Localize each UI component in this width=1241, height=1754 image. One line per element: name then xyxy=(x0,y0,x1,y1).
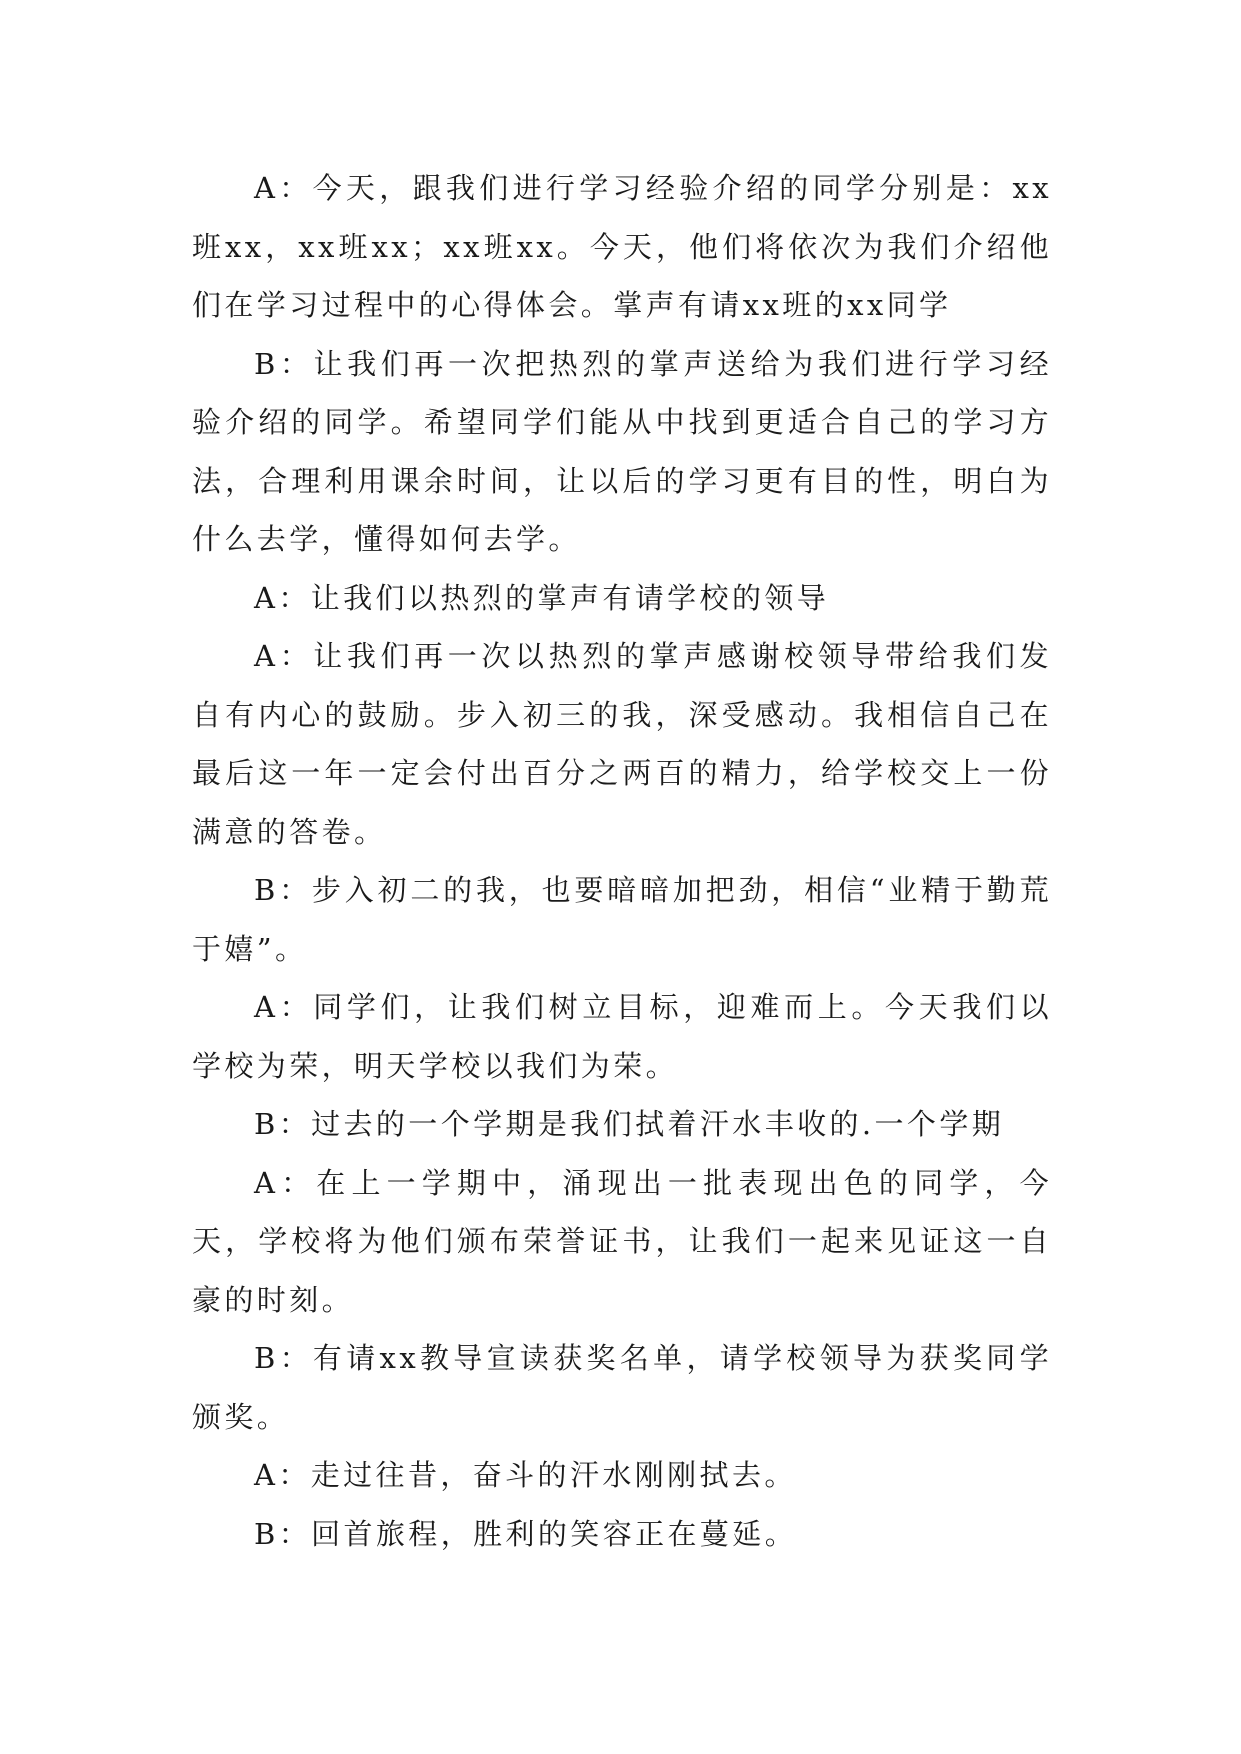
paragraph: B：回首旅程，胜利的笑容正在蔓延。 xyxy=(254,1516,798,1551)
paragraph: B：步入初二的我，也要暗暗加把劲，相信“业精于勤荒于嬉”。 xyxy=(192,873,1052,966)
document-body xyxy=(192,159,1052,1563)
paragraph: A：让我们以热烈的掌声有请学校的领导 xyxy=(254,580,830,615)
paragraph: A：在上一学期中，涌现出一批表现出色的同学，今天，学校将为他们颁布荣誉证书，让我们一起来见证这一自豪的时刻。 xyxy=(192,1165,1052,1317)
paragraph: A：今天，跟我们进行学习经验介绍的同学分别是：xx班xx，xx班xx；xx班xx。今天，他们将依次为我们介绍他们在学习过程中的心得体会。掌声有请xx班的xx同学 xyxy=(192,171,1052,322)
paragraph: A：让我们再一次以热烈的掌声感谢校领导带给我们发自有内心的鼓励。步入初三的我，深受感动。我相信自己在最后这一年一定会付出百分之两百的精力，给学校交上一份满意的答卷。 xyxy=(192,639,1052,849)
paragraph: B：有请xx教导宣读获奖名单，请学校领导为获奖同学颁奖。 xyxy=(192,1341,1052,1434)
paragraph: A：同学们，让我们树立目标，迎难而上。今天我们以学校为荣，明天学校以我们为荣。 xyxy=(192,990,1052,1083)
paragraph: B：过去的一个学期是我们拭着汗水丰收的.一个学期 xyxy=(254,1107,1005,1141)
paragraph: A：走过往昔，奋斗的汗水刚刚拭去。 xyxy=(254,1458,797,1492)
paragraph: B：让我们再一次把热烈的掌声送给为我们进行学习经验介绍的同学。希望同学们能从中找到更适合自己的学习方法，合理利用课余时间，让以后的学习更有目的性，明白为什么去学，懂得如何去学。 xyxy=(192,346,1052,556)
